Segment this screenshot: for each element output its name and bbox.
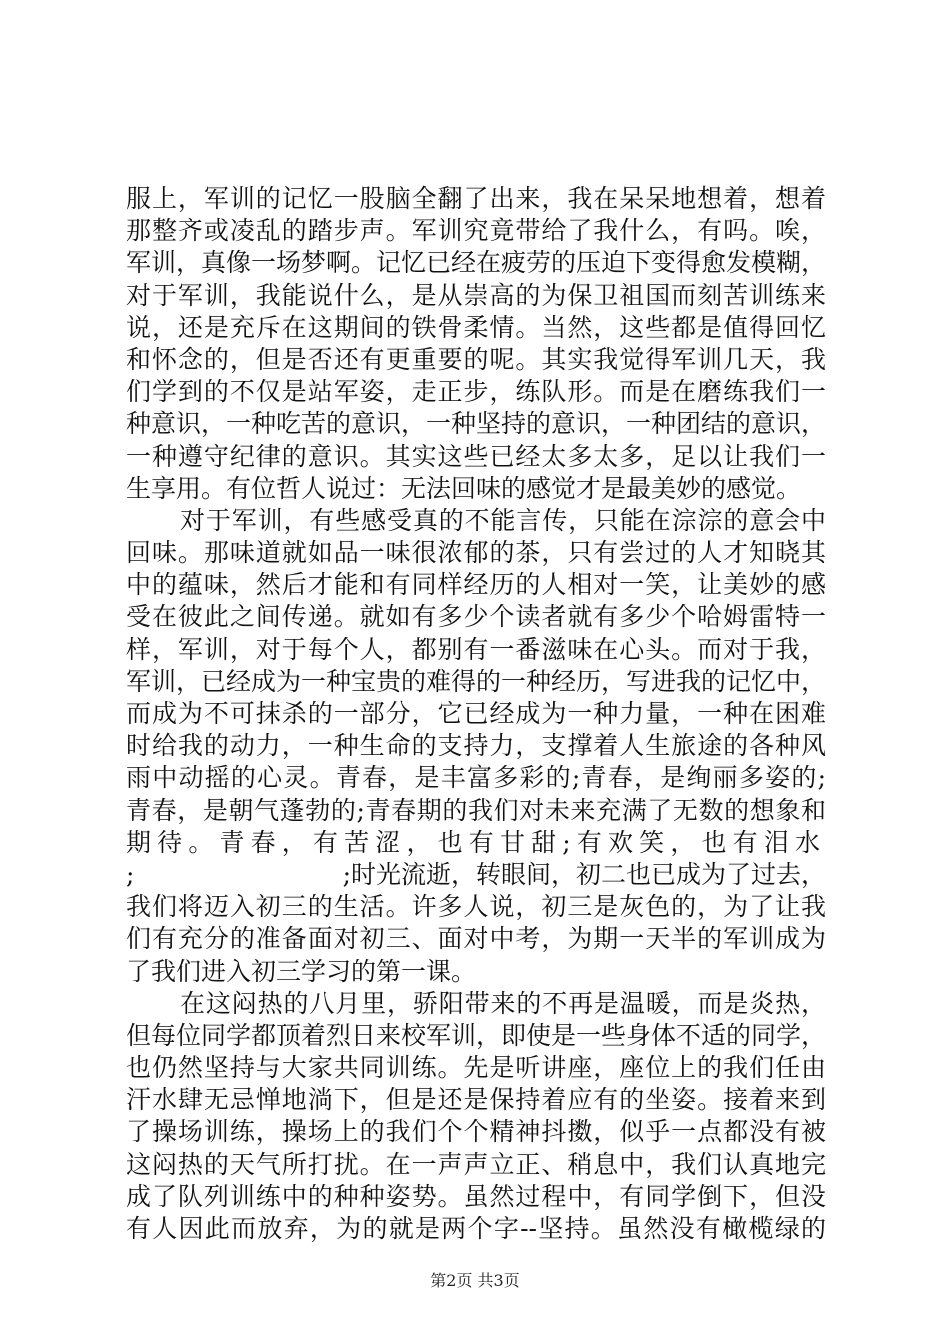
text-line: 成了队列训练中的种种姿势。虽然过程中，有同学倒下，但没 (126, 1181, 826, 1211)
line-continuation: ;时光流逝，转眼间，初二也已成为了过去， (342, 859, 826, 889)
text-line: 了操场训练，操场上的我们个个精神抖擞，似乎一点都没有被 (126, 1117, 826, 1147)
page-number-footer: 第2页 共3页 (430, 1271, 520, 1290)
text-line: 时给我的动力，一种生命的支持力，支撑着人生旅途的各种风 (126, 731, 826, 761)
text-line: 雨中动摇的心灵。青春，是丰富多彩的;青春，是绚丽多姿的; (126, 763, 826, 793)
text-line: 们学到的不仅是站军姿，走正步，练队形。而是在磨练我们一 (126, 377, 826, 407)
text-line: 这闷热的天气所打扰。在一声声立正、稍息中，我们认真地完 (126, 1149, 826, 1179)
text-line: 回味。那味道就如品一味很浓郁的茶，只有尝过的人才知晓其 (126, 538, 826, 568)
text-line: 而成为不可抹杀的一部分，它已经成为一种力量，一种在困难 (126, 699, 826, 728)
text-line: 样，军训，对于每个人，都别有一番滋味在心头。而对于我， (126, 634, 826, 664)
paragraph-start-line: 对于军训，有些感受真的不能言传，只能在淙淙的意会中 (180, 505, 826, 535)
text-line: 和怀念的，但是否还有更重要的呢。其实我觉得军训几天，我 (126, 344, 826, 374)
paragraph-start-line: 在这闷热的八月里，骄阳带来的不再是温暖，而是炎热， (180, 988, 826, 1018)
document-body (126, 183, 826, 1245)
text-line: 受在彼此之间传递。就如有多少个读者就有多少个哈姆雷特一 (126, 602, 826, 632)
text-line: 也仍然坚持与大家共同训练。先是听讲座，座位上的我们任由 (126, 1053, 826, 1083)
text-line: 有人因此而放弃，为的就是两个字--坚持。虽然没有橄榄绿的 (126, 1214, 826, 1243)
text-line: 军训，已经成为一种宝贵的难得的一种经历，写进我的记忆中， (126, 666, 826, 696)
text-line: 服上，军训的记忆一股脑全翻了出来，我在呆呆地想着，想着 (126, 184, 826, 213)
text-line: 但每位同学都顶着烈日来校军训，即使是一些身体不适的同学， (126, 1020, 826, 1050)
text-line: 生享用。有位哲人说过：无法回味的感觉才是最美妙的感觉。 (126, 473, 802, 503)
text-line: 青春，是朝气蓬勃的;青春期的我们对未来充满了无数的想象和 (126, 795, 826, 825)
text-line: 们有充分的准备面对初三、面对中考，为期一天半的军训成为 (126, 924, 826, 954)
text-line: 种意识，一种吃苦的意识，一种坚持的意识，一种团结的意识， (126, 409, 826, 439)
text-line: 那整齐或凌乱的踏步声。军训究竟带给了我什么，有吗。唉， (126, 216, 826, 246)
text-line: 期待。青春，有苦涩，也有甘甜;有欢笑，也有泪水 (126, 827, 826, 857)
text-line-split (126, 859, 826, 891)
text-line: 了我们进入初三学习的第一课。 (126, 956, 477, 986)
line-semicolon: ; (126, 859, 135, 889)
text-line: 汗水肆无忌惮地淌下，但是还是保持着应有的坐姿。接着来到 (126, 1085, 826, 1115)
text-line: 我们将迈入初三的生活。许多人说，初三是灰色的，为了让我 (126, 892, 826, 922)
text-line: 对于军训，我能说什么，是从崇高的为保卫祖国而刻苦训练来 (126, 280, 826, 310)
text-line: 中的蕴味，然后才能和有同样经历的人相对一笑，让美妙的感 (126, 570, 826, 600)
text-line: 军训，真像一场梦啊。记忆已经在疲劳的压迫下变得愈发模糊， (126, 248, 826, 278)
text-line: 说，还是充斥在这期间的铁骨柔情。当然，这些都是值得回忆 (126, 312, 826, 342)
text-line: 一种遵守纪律的意识。其实这些已经太多太多，足以让我们一 (126, 441, 826, 471)
